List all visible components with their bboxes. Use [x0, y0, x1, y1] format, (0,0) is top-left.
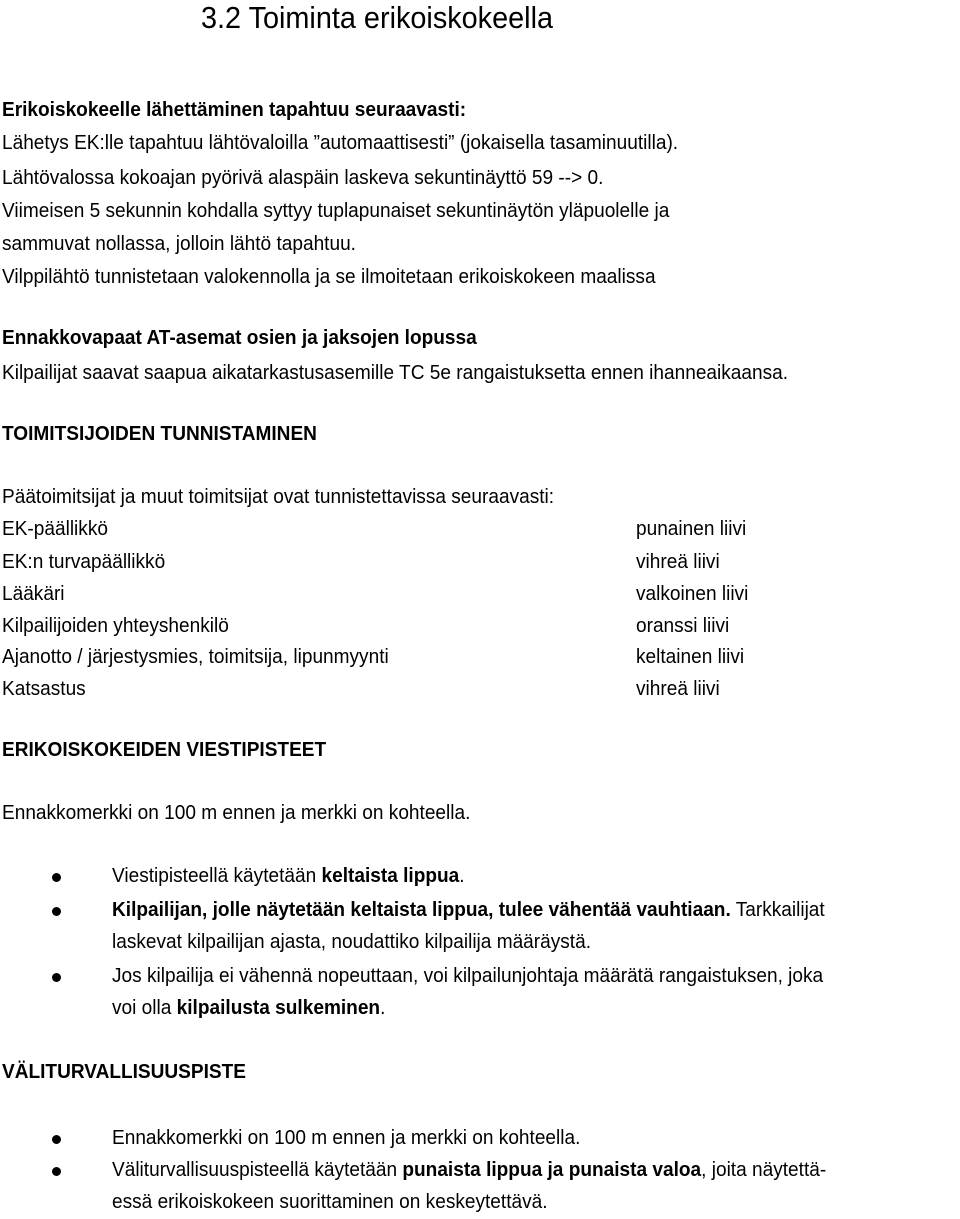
signal-bullet-2: Kilpailijan, jolle näytetään keltaista lippua, tulee vähentää vauhtiaan. Tarkkailijat [112, 898, 825, 921]
official-vest: punainen liivi [636, 517, 747, 540]
bullet-dot [52, 873, 61, 882]
signal-bullet-3: Jos kilpailija ei vähennä nopeuttaan, voi kilpailunjohtaja määrätä rangaistuksen, joka [112, 964, 824, 987]
at-heading: Ennakkovapaat AT-asemat osien ja jaksojen lopussa [2, 326, 477, 349]
safety-heading: VÄLITURVALLISUUSPISTE [2, 1060, 246, 1083]
official-role: EK-päällikkö [2, 517, 108, 540]
signal-heading: ERIKOISKOKEIDEN VIESTIPISTEET [2, 738, 327, 761]
officials-heading: TOIMITSIJOIDEN TUNNISTAMINEN [2, 422, 317, 445]
safety-bullet-2-cont: essä erikoiskokeen suorittaminen on keskeytettävä. [112, 1190, 548, 1213]
official-role: Kilpailijoiden yhteyshenkilö [2, 614, 229, 637]
safety-bullet-2: Väliturvallisuuspisteellä käytetään punaista lippua ja punaista valoa, joita näytettä- [112, 1158, 827, 1181]
signal-intro: Ennakkomerkki on 100 m ennen ja merkki on kohteella. [2, 801, 471, 824]
bullet-dot [52, 1135, 61, 1144]
official-role: EK:n turvapäällikkö [2, 550, 166, 573]
safety-bullet-1: Ennakkomerkki on 100 m ennen ja merkki on kohteella. [112, 1126, 581, 1149]
bullet-dot [52, 1167, 61, 1176]
page-title: 3.2 Toiminta erikoiskokeella [201, 0, 554, 35]
officials-intro: Päätoimitsijat ja muut toimitsijat ovat tunnistettavissa seuraavasti: [2, 485, 555, 508]
official-vest: valkoinen liivi [636, 582, 749, 605]
start-line-3: Viimeisen 5 sekunnin kohdalla syttyy tuplapunaiset sekuntinäytön yläpuolelle ja [2, 199, 670, 222]
start-heading: Erikoiskokeelle lähettäminen tapahtuu seuraavasti: [2, 98, 467, 121]
signal-bullet-2-cont: laskevat kilpailijan ajasta, noudattiko kilpailija määräystä. [112, 930, 591, 953]
start-line-5: Vilppilähtö tunnistetaan valokennolla ja se ilmoitetaan erikoiskokeen maalissa [2, 265, 656, 288]
bullet-dot [52, 973, 61, 982]
official-vest: keltainen liivi [636, 645, 745, 668]
signal-bullet-3-cont: voi olla kilpailusta sulkeminen. [112, 996, 386, 1019]
at-text: Kilpailijat saavat saapua aikatarkastusasemille TC 5e rangaistuksetta ennen ihanneaikaansa. [2, 361, 789, 384]
start-line-2: Lähtövalossa kokoajan pyörivä alaspäin laskeva sekuntinäyttö 59 --> 0. [2, 166, 604, 189]
official-role: Ajanotto / järjestysmies, toimitsija, lipunmyynti [2, 645, 389, 668]
official-vest: oranssi liivi [636, 614, 730, 637]
signal-bullet-1: Viestipisteellä käytetään keltaista lippua. [112, 864, 465, 887]
start-line-4: sammuvat nollassa, jolloin lähtö tapahtuu. [2, 232, 356, 255]
official-role: Katsastus [2, 677, 86, 700]
official-vest: vihreä liivi [636, 677, 720, 700]
official-role: Lääkäri [2, 582, 65, 605]
start-line-1: Lähetys EK:lle tapahtuu lähtövaloilla ”automaattisesti” (jokaisella tasaminuutilla). [2, 131, 679, 154]
official-vest: vihreä liivi [636, 550, 720, 573]
bullet-dot [52, 907, 61, 916]
